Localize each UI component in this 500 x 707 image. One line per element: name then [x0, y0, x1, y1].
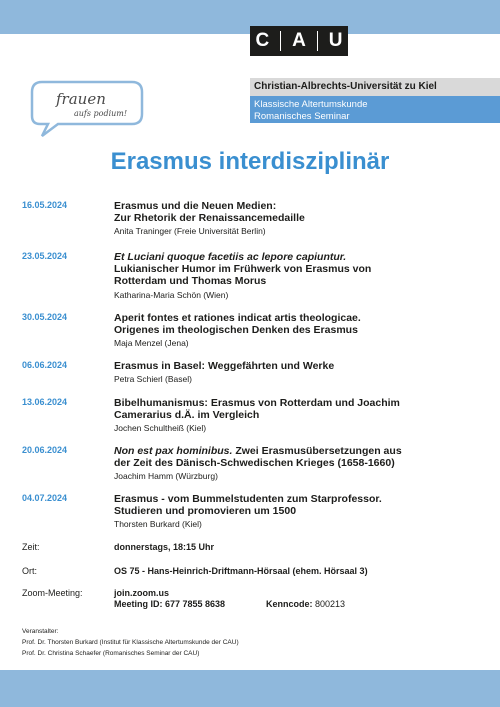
logo-letter-c: C — [255, 30, 270, 51]
event-date: 04.07.2024 — [22, 493, 68, 503]
event-speaker: Thorsten Burkard (Kiel) — [114, 519, 202, 529]
kenncode-value: 800213 — [315, 599, 346, 609]
logo-letter-u: U — [328, 30, 343, 51]
event-title — [114, 312, 454, 336]
page-title: Erasmus interdisziplinär — [110, 148, 390, 175]
institute-line: Romanisches Seminar — [254, 111, 350, 122]
event-title-line: Rotterdam und Thomas Morus — [114, 275, 267, 287]
event-title-line: Lukianischer Humor im Frühwerk von Erasmus von — [114, 263, 372, 275]
event-title — [114, 493, 454, 517]
organizer-line: Prof. Dr. Christina Schaefer (Romanisches Seminar der CAU) — [22, 650, 200, 657]
event-title-line: Erasmus in Basel: Weggefährten und Werke — [114, 360, 335, 372]
event-speaker: Jochen Schultheiß (Kiel) — [114, 423, 207, 433]
event-title-line: Origenes im theologischen Denken des Erasmus — [114, 324, 358, 336]
event-title-line: der Zeit des Dänisch-Schwedischen Krieges (1658-1660) — [114, 457, 395, 469]
event-title — [114, 251, 454, 287]
bottom-band — [0, 670, 500, 707]
place-value: OS 75 - Hans-Heinrich-Driftmann-Hörsaal (ehem. Hörsaal 3) — [114, 566, 368, 576]
event-title — [114, 200, 454, 224]
event-title-italic: Non est pax hominibus. — [114, 445, 233, 457]
logo-separator — [280, 31, 281, 51]
institute-box — [250, 96, 500, 123]
place-label: Ort: — [22, 566, 37, 576]
time-label: Zeit: — [22, 542, 40, 552]
kenncode — [266, 599, 345, 609]
institute-line: Klassische Altertumskunde — [254, 99, 368, 110]
event-speaker: Katharina-Maria Schön (Wien) — [114, 290, 229, 300]
event-title-line: Aperit fontes et rationes indicat artis theologicae. — [114, 312, 361, 324]
zoom-label: Zoom-Meeting: — [22, 588, 83, 598]
university-name: Christian-Albrechts-Universität zu Kiel — [250, 78, 500, 96]
time-value: donnerstags, 18:15 Uhr — [114, 542, 215, 552]
event-title — [114, 445, 454, 469]
event-speaker: Joachim Hamm (Würzburg) — [114, 471, 218, 481]
event-title-line: Erasmus und die Neuen Medien: — [114, 200, 277, 212]
event-date: 23.05.2024 — [22, 251, 68, 261]
event-title — [114, 397, 454, 421]
logo-separator — [317, 31, 318, 51]
event-date: 20.06.2024 — [22, 445, 68, 455]
event-speaker: Anita Traninger (Freie Universität Berlin) — [114, 226, 266, 236]
speech-bubble-logo — [28, 78, 146, 138]
event-title-line: Bibelhumanismus: Erasmus von Rotterdam und Joachim — [114, 397, 400, 409]
event-date: 16.05.2024 — [22, 200, 68, 210]
event-speaker: Petra Schierl (Basel) — [114, 374, 192, 384]
event-title — [114, 360, 454, 372]
event-date: 30.05.2024 — [22, 312, 68, 322]
event-title-line: Studieren und promovieren um 1500 — [114, 505, 297, 517]
event-title-line: Zur Rhetorik der Renaissancemedaille — [114, 212, 305, 224]
event-title-line: Camerarius d.Ä. im Vergleich — [114, 409, 260, 421]
meeting-id: Meeting ID: 677 7855 8638 — [114, 599, 226, 609]
kenncode-label: Kenncode: — [266, 599, 313, 609]
bubble-text-1: frauen — [56, 90, 106, 108]
event-date: 06.06.2024 — [22, 360, 68, 370]
zoom-url[interactable]: join.zoom.us — [114, 588, 169, 598]
bubble-text-2: aufs podium! — [74, 109, 128, 118]
event-title-italic: Et Luciani quoque facetiis ac lepore capiuntur. — [114, 251, 347, 263]
organizers-label: Veranstalter: — [22, 628, 59, 635]
organizer-line: Prof. Dr. Thorsten Burkard (Institut für Klassische Altertumskunde der CAU) — [22, 639, 239, 646]
logo-letter-a: A — [292, 30, 306, 51]
event-title-rest: Zwei Erasmusübersetzungen aus — [232, 445, 402, 457]
event-speaker: Maja Menzel (Jena) — [114, 338, 189, 348]
event-title-line: Erasmus - vom Bummelstudenten zum Starprofessor. — [114, 493, 382, 505]
event-date: 13.06.2024 — [22, 397, 68, 407]
cau-logo — [250, 26, 348, 56]
